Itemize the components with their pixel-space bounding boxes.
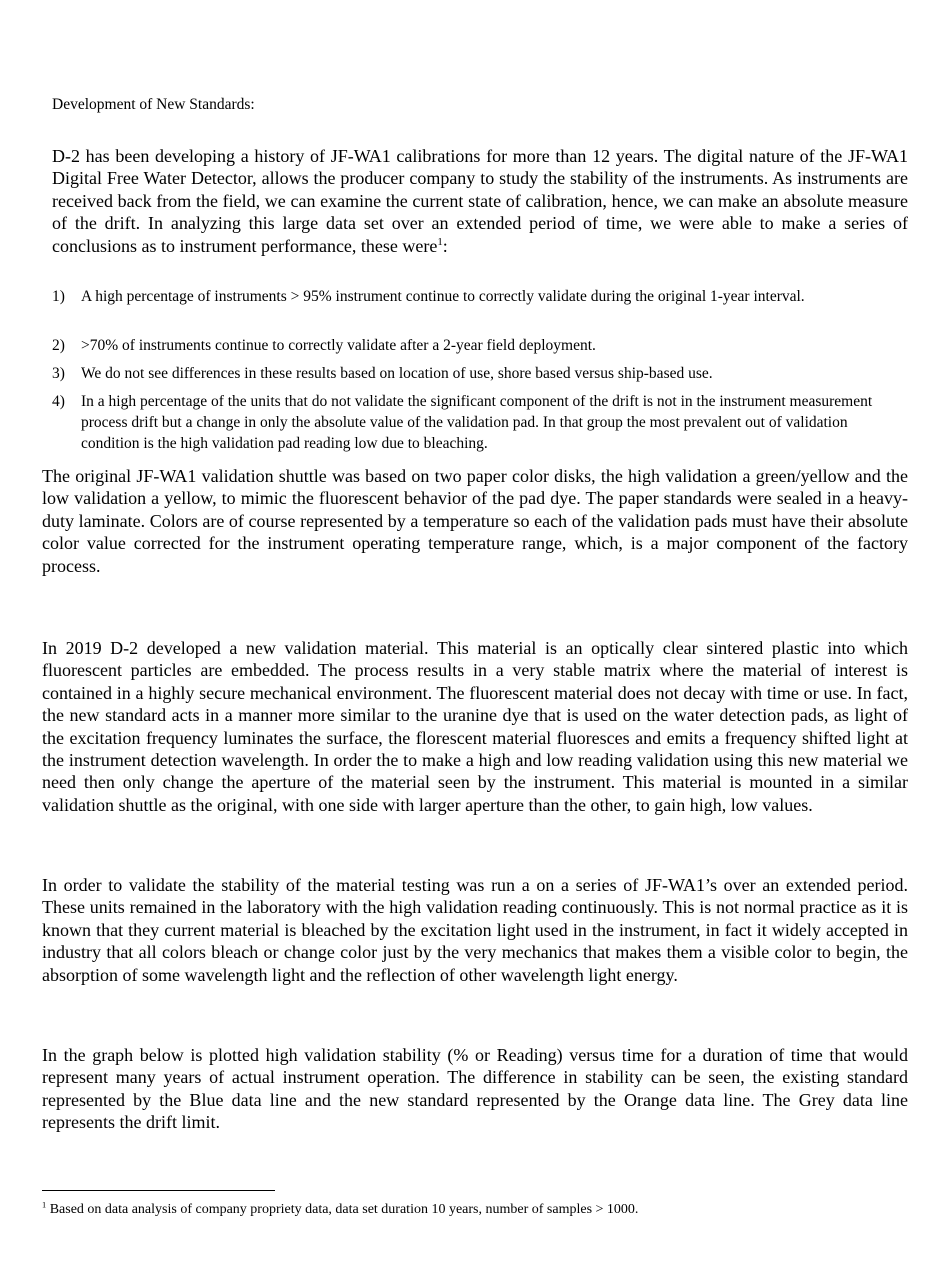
paragraph-end: :	[442, 235, 448, 256]
list-text: >70% of instruments continue to correctly validate after a 2-year field deployment.	[81, 337, 596, 354]
list-item	[52, 363, 902, 384]
paragraph-new-material: In 2019 D-2 developed a new validation material. This material is an optically clear sintered plastic into which fluorescent particles are embedded. The process results in a very stable matrix where the material of interest is contained in a highly secure mechanical environment. The fluorescent material does not decay with time or use. In fact, the new standard acts in a manner more similar to the uranine dye that is used on the water detection pads, as light of the excitation frequency luminates the surface, the florescent material fluoresces and emits a frequency shifted light at the instrument detection wavelength. In order the to make a high and low reading validation using this new material we need then only change the aperture of the material seen by the instrument. This material is mounted in a similar validation shuttle as the original, with one side with larger aperture than the other, to gain high, low values.	[42, 638, 908, 815]
footnote-ref[interactable]: 1	[437, 235, 443, 248]
paragraph-original-shuttle: The original JF-WA1 validation shuttle was based on two paper color disks, the high validation a green/yellow and the low validation a yellow, to mimic the fluorescent behavior of the pad dye. The paper standards were sealed in a heavy-duty laminate. Colors are of course represented by a temperature so each of the validation pads must have their absolute color value corrected for the instrument operating temperature range, which, is a major component of the factory process.	[42, 466, 908, 576]
paragraph-stability-test: In order to validate the stability of the material testing was run a on a series of JF-WA1’s over an extended period. These units remained in the laboratory with the high validation reading continuously. This is not normal practice as it is known that they current material is bleached by the excitation light used in the instrument, in fact it widely accepted in industry that all colors bleach or change color just by the very mechanics that makes them a visible color to begin, the absorption of some wavelength light and the reflection of other wavelength light energy.	[42, 875, 908, 985]
list-number: 2)	[52, 337, 65, 354]
list-text: We do not see differences in these results based on location of use, shore based versus ship-based use.	[81, 365, 713, 382]
footnote	[42, 1202, 638, 1218]
footnote-separator	[42, 1190, 275, 1191]
section-heading: Development of New Standards:	[52, 96, 255, 113]
paragraph-text: D-2 has been developing a history of JF-WA1 calibrations for more than 12 years. The digital nature of the JF-WA1 Digital Free Water Detector, allows the producer company to study the stability of the instruments. As instruments are received back from the field, we can examine the current state of calibration, hence, we can make an absolute measure of the drift. In analyzing this large data set over an extended period of time, we were able to make a series of conclusions as to instrument performance, these were	[52, 146, 908, 256]
list-item	[52, 335, 902, 356]
paragraph-history	[52, 145, 908, 257]
list-item	[52, 391, 902, 454]
footnote-text: Based on data analysis of company propriety data, data set duration 10 years, number of samples > 1000.	[46, 1202, 639, 1217]
paragraph-graph-intro: In the graph below is plotted high validation stability (% or Reading) versus time for a duration of time that would represent many years of actual instrument operation. The difference in stability can be seen, the existing standard represented by the Blue data line and the new standard represented by the Orange data line. The Grey data line represents the drift limit.	[42, 1045, 908, 1133]
list-text: A high percentage of instruments > 95% instrument continue to correctly validate during the original 1-year interval.	[81, 288, 805, 305]
footnote-mark: 1	[42, 1200, 47, 1210]
list-number: 3)	[52, 365, 65, 382]
list-number: 4)	[52, 393, 65, 410]
list-item	[52, 286, 902, 307]
list-text: In a high percentage of the units that do not validate the significant component of the drift is not in the instrument measurement process drift but a change in only the absolute value of the validation pad. In that group the most prevalent out of validation condition is the high validation pad reading low due to bleaching.	[81, 393, 873, 452]
list-number: 1)	[52, 288, 65, 305]
